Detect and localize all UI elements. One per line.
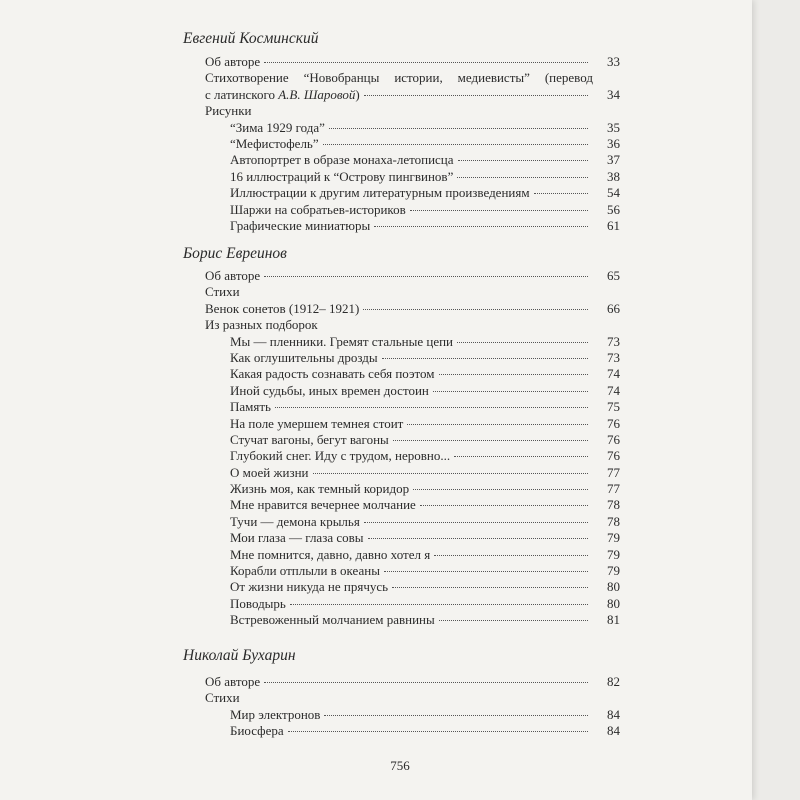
dot-leader [368, 538, 588, 539]
entry-page-number: 56 [607, 201, 620, 217]
title-word: “Новобранцы [303, 70, 380, 86]
dot-leader [439, 620, 588, 621]
toc-entry [205, 350, 620, 366]
entry-title: Как оглушительны дрозды [230, 349, 378, 365]
entry-title: Глубокий снег. Иду с трудом, неровно... [230, 448, 451, 464]
entry-page-number: 81 [607, 612, 620, 628]
dot-leader [313, 473, 589, 474]
toc-entry [205, 723, 620, 739]
entry-title-words [205, 70, 593, 86]
entry-title: Мы — пленники. Гремят стальные цепи [230, 333, 454, 349]
toc-entry [205, 301, 620, 317]
entry-page-number: 74 [607, 366, 620, 382]
entry-page-number: 38 [607, 168, 620, 184]
toc-entry [205, 136, 620, 152]
entry-page-number: 75 [607, 399, 620, 415]
entry-title: От жизни никуда не прячусь [230, 579, 389, 595]
toc-entry [205, 514, 620, 530]
entry-page-number: 78 [607, 497, 620, 513]
toc-entry [205, 674, 620, 690]
toc-entry [205, 185, 620, 201]
dot-leader [393, 440, 588, 441]
toc-entry [205, 563, 620, 579]
entry-page-number: 37 [607, 152, 620, 168]
entry-title: Из разных подборок [205, 317, 318, 333]
author-heading: Борис Евреинов [183, 245, 287, 262]
toc-entry [205, 497, 620, 513]
toc-entry [205, 481, 620, 497]
toc-entry [205, 707, 620, 723]
entry-title: Мне нравится вечернее молчание [230, 497, 416, 513]
dot-leader [364, 522, 588, 523]
entry-title: Жизнь моя, как темный коридор [230, 481, 410, 497]
toc-entry [205, 120, 620, 136]
entry-title: “Зима 1929 года” [230, 119, 325, 135]
entry-page-number: 61 [607, 217, 620, 233]
entry-page-number: 73 [607, 349, 620, 365]
entry-title: Стихи [205, 690, 240, 706]
toc-entry [205, 103, 620, 119]
entry-page-number: 79 [607, 530, 620, 546]
entry-title: Иллюстрации к другим литературным произведениям [230, 185, 530, 201]
dot-leader [323, 144, 588, 145]
dot-leader [534, 193, 588, 194]
dot-leader [363, 309, 588, 310]
toc-entry [205, 218, 620, 234]
entry-title: Об авторе [205, 674, 261, 689]
toc-entry [205, 399, 620, 415]
toc-entry [205, 530, 620, 546]
toc-entry [205, 366, 620, 382]
dot-leader [434, 555, 588, 556]
entry-title: Встревоженный молчанием равнины [230, 612, 435, 628]
entry-title: Автопортрет в образе монаха-летописца [230, 152, 454, 168]
entry-page-number: 76 [607, 415, 620, 431]
toc-section-evreinov [205, 268, 620, 629]
entry-title: Об авторе [205, 54, 261, 69]
entry-title: О моей жизни [230, 464, 309, 480]
entry-page-number: 34 [607, 86, 620, 102]
title-word: (перевод [544, 70, 593, 86]
title-word: Стихотворение [205, 70, 289, 86]
toc-entry [205, 690, 620, 706]
dot-leader [407, 424, 588, 425]
entry-page-number: 76 [607, 448, 620, 464]
toc-entry [205, 152, 620, 168]
entry-page-number: 82 [607, 674, 620, 689]
entry-title: Мир электронов [230, 706, 321, 722]
dot-leader [457, 342, 588, 343]
entry-title: Графические миниатюры [230, 217, 371, 233]
entry-page-number: 77 [607, 464, 620, 480]
entry-title [205, 87, 360, 103]
entry-page-number: 54 [607, 185, 620, 201]
toc-entry-line [205, 70, 620, 86]
entry-page-number: 79 [607, 563, 620, 579]
entry-page-number: 66 [607, 300, 620, 316]
entry-page-number: 84 [607, 723, 620, 739]
toc-entry [205, 432, 620, 448]
dot-leader [290, 604, 588, 605]
dot-leader [413, 489, 588, 490]
entry-title: Рисунки [205, 103, 252, 119]
entry-title: Об авторе [205, 268, 261, 283]
entry-title: Венок сонетов (1912– 1921) [205, 300, 360, 316]
dot-leader [374, 226, 588, 227]
dot-leader [329, 128, 588, 129]
dot-leader [324, 715, 588, 716]
toc-entry [205, 448, 620, 464]
toc-entry [205, 334, 620, 350]
entry-title: Мои глаза — глаза совы [230, 530, 364, 546]
toc-entry [205, 317, 620, 333]
dot-leader [264, 276, 588, 277]
toc-entry [205, 268, 620, 284]
title-word: истории, [394, 70, 443, 86]
entry-page-number: 79 [607, 546, 620, 562]
entry-title: Стучат вагоны, бегут вагоны [230, 431, 389, 447]
entry-title: Стихи [205, 284, 240, 300]
toc-entry [205, 169, 620, 185]
toc-entry [205, 383, 620, 399]
entry-title: Тучи — демона крылья [230, 513, 360, 529]
author-heading: Евгений Косминский [183, 30, 319, 47]
toc-entry [205, 596, 620, 612]
title-part: ) [355, 86, 360, 102]
entry-title: Шаржи на собратьев-историков [230, 201, 406, 217]
dot-leader [364, 95, 588, 96]
translator-name: А.В. Шаровой [278, 86, 356, 102]
dot-leader [288, 731, 588, 732]
entry-page-number: 77 [607, 481, 620, 497]
page-number: 756 [390, 758, 410, 773]
dot-leader [433, 391, 588, 392]
entry-title: Биосфера [230, 723, 284, 739]
toc-entry [205, 284, 620, 300]
entry-page-number: 78 [607, 513, 620, 529]
toc-section-kosminsky [205, 54, 620, 234]
toc-entry [205, 416, 620, 432]
toc-entry [205, 54, 620, 70]
dot-leader [439, 374, 588, 375]
toc-entry [205, 612, 620, 628]
title-part: с латинского [205, 86, 279, 102]
toc-entry [205, 547, 620, 563]
dot-leader [264, 62, 588, 63]
entry-page-number: 35 [607, 119, 620, 135]
dot-leader [458, 160, 588, 161]
entry-page-number: 74 [607, 382, 620, 398]
entry-title: “Мефистофель” [230, 135, 319, 151]
author-heading: Николай Бухарин [183, 647, 296, 664]
entry-page-number: 84 [607, 706, 620, 722]
dot-leader [264, 682, 588, 683]
dot-leader [410, 210, 588, 211]
dot-leader [384, 571, 588, 572]
toc-entry [205, 465, 620, 481]
dot-leader [457, 177, 588, 178]
entry-page-number: 73 [607, 333, 620, 349]
entry-page-number: 33 [607, 54, 620, 69]
entry-title: Память [230, 399, 271, 415]
entry-page-number: 80 [607, 579, 620, 595]
toc-section-bukharin [205, 674, 620, 740]
dot-leader [420, 505, 588, 506]
entry-title: 16 иллюстраций к “Острову пингвинов” [230, 168, 454, 184]
entry-title: Мне помнится, давно, давно хотел я [230, 546, 431, 562]
entry-page-number: 65 [607, 268, 620, 283]
entry-title: Какая радость сознавать себя поэтом [230, 366, 435, 382]
dot-leader [382, 358, 588, 359]
entry-title: Поводырь [230, 595, 286, 611]
entry-title: Иной судьбы, иных времен достоин [230, 382, 429, 398]
toc-entry [205, 579, 620, 595]
dot-leader [275, 407, 588, 408]
entry-title: Корабли отплыли в океаны [230, 563, 380, 579]
entry-page-number: 76 [607, 431, 620, 447]
dot-leader [454, 456, 588, 457]
entry-title: На поле умершем темнея стоит [230, 415, 404, 431]
entry-page-number: 36 [607, 135, 620, 151]
title-word: медиевисты” [457, 70, 530, 86]
entry-page-number: 80 [607, 595, 620, 611]
dot-leader [392, 587, 588, 588]
toc-entry [205, 87, 620, 103]
toc-entry [205, 202, 620, 218]
